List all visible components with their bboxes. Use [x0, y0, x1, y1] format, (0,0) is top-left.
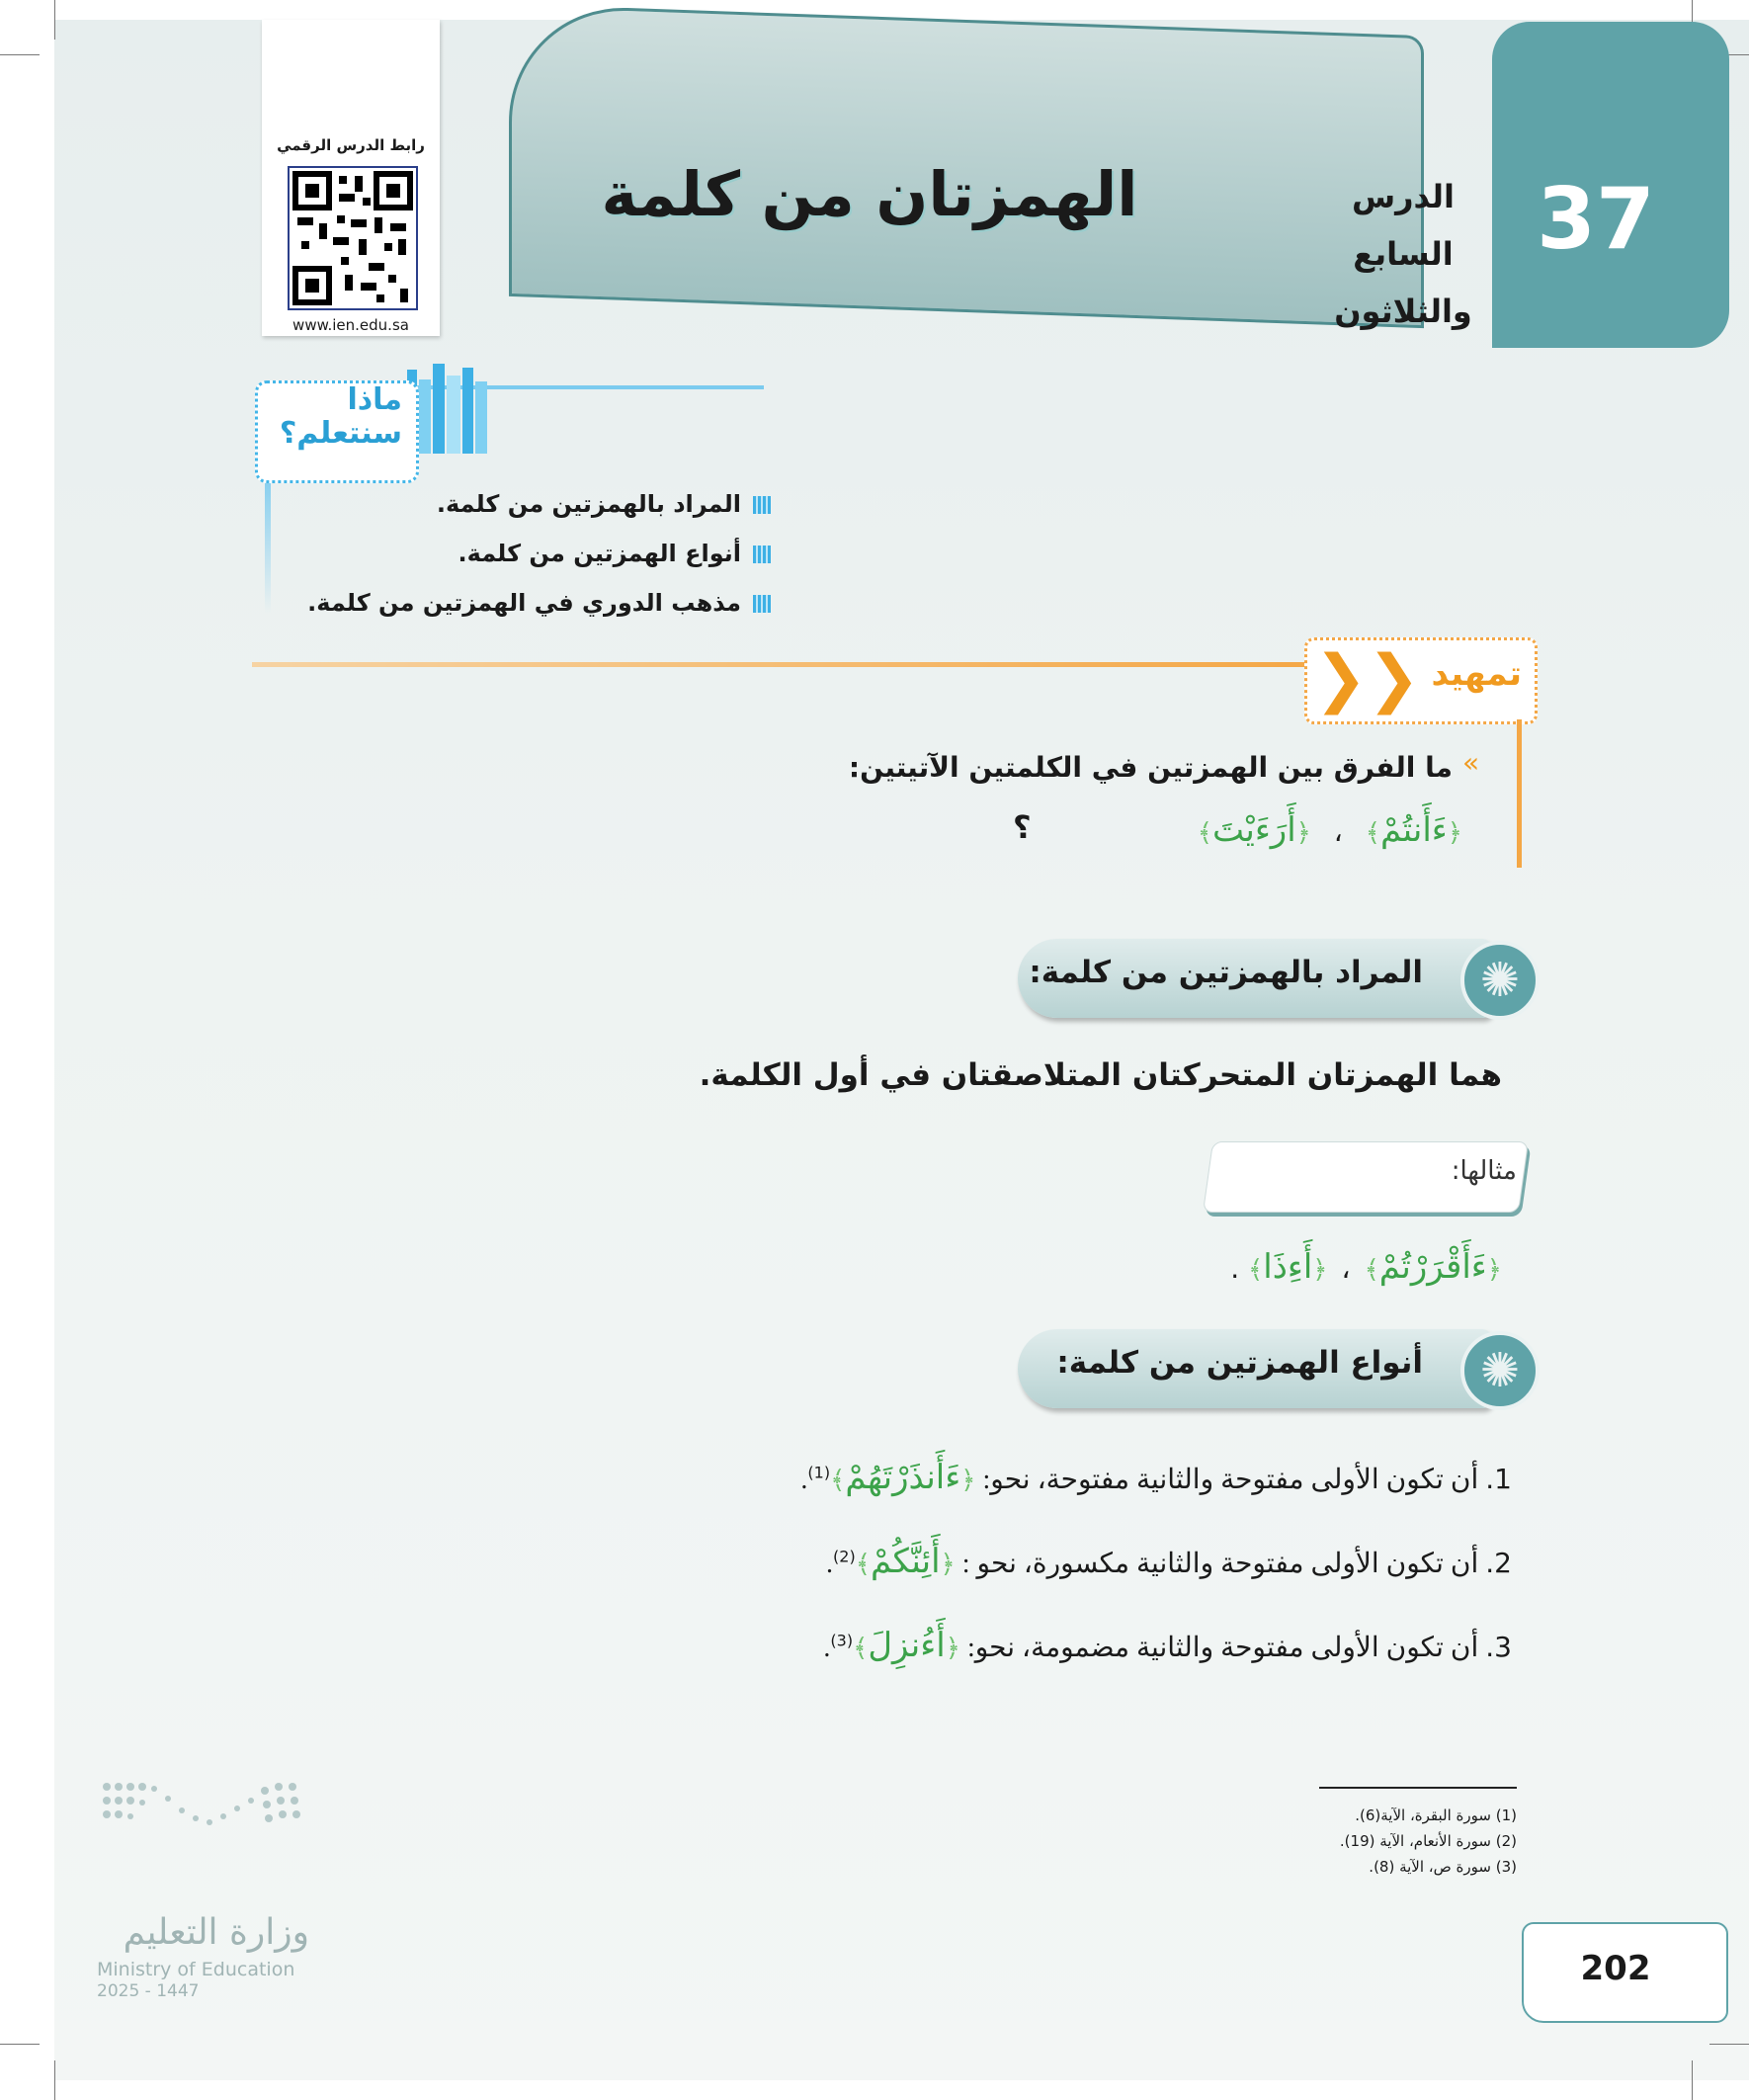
ministry-year: 2025 - 1447 — [97, 1981, 200, 2001]
lesson-label-line1: الدرس السابع — [1351, 178, 1456, 273]
crop-mark — [0, 2044, 40, 2045]
quran-bracket-icon: ﴿ — [940, 1550, 956, 1579]
crop-mark — [0, 54, 40, 55]
quran-bracket-icon: ﴾ — [1197, 818, 1212, 848]
list-item — [296, 479, 771, 529]
question-mark: ؟ — [1013, 808, 1032, 846]
learn-badge — [255, 380, 419, 483]
period: . — [823, 1633, 831, 1663]
crop-mark — [1709, 2044, 1749, 2045]
lesson-title: الهمزتان من كلمة — [601, 158, 1138, 230]
learn-side-line — [265, 464, 271, 613]
ministry-name-english: Ministry of Education — [97, 1959, 295, 1980]
learn-title-line1: ماذا — [347, 382, 402, 417]
double-chevron-icon: ❯❯ — [1314, 642, 1421, 715]
footnote-ref[interactable]: (3) — [830, 1631, 854, 1650]
learn-item-text: مذهب الدوري في الهمزتين من كلمة. — [307, 589, 741, 617]
period: . — [800, 1465, 808, 1495]
quran-bracket-icon: ﴿ — [1447, 818, 1462, 848]
period: . — [826, 1549, 834, 1579]
quran-bracket-icon: ﴾ — [1364, 1255, 1379, 1285]
intro-divider — [252, 662, 1314, 667]
quran-bracket-icon: ﴾ — [853, 1634, 869, 1663]
learn-list — [296, 479, 771, 628]
quran-bracket-icon: ﴿ — [1312, 1255, 1328, 1285]
list-item — [593, 1626, 1512, 1665]
section-header — [1018, 1329, 1492, 1408]
quran-bracket-icon: ﴾ — [855, 1550, 871, 1579]
lesson-number: 37 — [1537, 170, 1655, 269]
intro-words — [968, 810, 1462, 850]
section-title: أنواع الهمزتين من كلمة: — [1056, 1345, 1423, 1381]
learn-title-line2: سنتعلم؟ — [279, 416, 402, 451]
ministry-name-arabic: وزارة التعليم — [123, 1912, 309, 1953]
ministry-logo-icon — [99, 1779, 306, 1833]
learn-item-text: المراد بالهمزتين من كلمة. — [436, 490, 741, 518]
separator: ، — [1332, 1252, 1360, 1285]
intro-label: تمهيد — [1431, 654, 1522, 694]
footnotes — [1087, 1803, 1517, 1880]
item-number: 2. — [1485, 1547, 1512, 1579]
question-chevron-icon: « — [1462, 746, 1480, 779]
footnote: (1) سورة البقرة، الآية(6). — [1355, 1806, 1517, 1824]
page-number: 202 — [1580, 1949, 1651, 1988]
footnote-divider — [1319, 1787, 1517, 1789]
example-label: مثالها: — [1451, 1156, 1517, 1186]
item-number: 1. — [1485, 1463, 1512, 1495]
list-item — [593, 1542, 1512, 1581]
crop-mark — [1692, 2060, 1693, 2100]
period: . — [1230, 1252, 1249, 1285]
separator: ، — [1316, 815, 1361, 848]
crop-mark — [54, 0, 55, 40]
section-title: المراد بالهمزتين من كلمة: — [1029, 955, 1423, 990]
qr-label: رابط الدرس الرقمي — [277, 136, 425, 154]
quran-word: ءَأَقْرَرْتُمْ — [1378, 1247, 1487, 1287]
footnote: (2) سورة الأنعام، الآية (19). — [1339, 1832, 1517, 1850]
quran-word: أَءِذَا — [1263, 1247, 1313, 1287]
item-text: أن تكون الأولى مفتوحة والثانية مضمومة، نحو: — [966, 1633, 1479, 1663]
quran-word: ءَأَنذَرْتَهُمْ — [845, 1458, 961, 1497]
quran-bracket-icon: ﴿ — [1295, 818, 1311, 848]
bullet-icon — [753, 496, 771, 514]
list-item — [296, 529, 771, 578]
crop-mark — [54, 2060, 55, 2100]
quran-bracket-icon: ﴾ — [1365, 818, 1380, 848]
quran-word: أَرَءَيْتَ — [1211, 810, 1296, 850]
list-item — [593, 1458, 1512, 1497]
footnote: (3) سورة ص، الآية (8). — [1369, 1858, 1517, 1876]
quran-bracket-icon: ﴿ — [1486, 1255, 1502, 1285]
lesson-label — [1314, 168, 1492, 340]
bullet-icon — [753, 546, 771, 563]
star-ornament-icon: ✺ — [1460, 1331, 1540, 1410]
example-words — [1047, 1247, 1502, 1287]
lesson-number-tab — [1492, 22, 1729, 348]
item-number: 3. — [1485, 1631, 1512, 1663]
quran-bracket-icon: ﴾ — [830, 1466, 846, 1495]
quran-word: أَءُنزِلَ — [868, 1626, 946, 1665]
quran-word: ءَأَنتُمْ — [1379, 810, 1448, 850]
qr-card[interactable] — [262, 20, 440, 336]
list-item — [296, 578, 771, 628]
item-text: أن تكون الأولى مفتوحة والثانية مفتوحة، نحو: — [982, 1465, 1479, 1495]
lesson-label-line2: والثلاثون — [1334, 293, 1472, 330]
quran-word: أَئِنَّكُمْ — [870, 1542, 941, 1581]
footnote-ref[interactable]: (1) — [807, 1463, 831, 1482]
section-header — [1018, 939, 1492, 1018]
item-text: أن تكون الأولى مفتوحة والثانية مكسورة، نحو : — [961, 1549, 1479, 1579]
definition-text: هما الهمزتان المتحركتان المتلاصقتان في أول الكلمة. — [699, 1057, 1502, 1093]
qr-url[interactable]: www.ien.edu.sa — [292, 316, 409, 334]
star-ornament-icon: ✺ — [1460, 941, 1540, 1020]
quran-bracket-icon: ﴾ — [1248, 1255, 1264, 1285]
bullet-icon — [753, 595, 771, 613]
quran-bracket-icon: ﴿ — [960, 1466, 976, 1495]
intro-side-line — [1517, 719, 1522, 868]
quran-bracket-icon: ﴿ — [945, 1634, 960, 1663]
learn-item-text: أنواع الهمزتين من كلمة. — [458, 540, 741, 567]
intro-question: ما الفرق بين الهمزتين في الكلمتين الآتيتين: — [848, 751, 1453, 784]
footnote-ref[interactable]: (2) — [833, 1547, 856, 1566]
qr-code-icon[interactable] — [288, 166, 418, 310]
